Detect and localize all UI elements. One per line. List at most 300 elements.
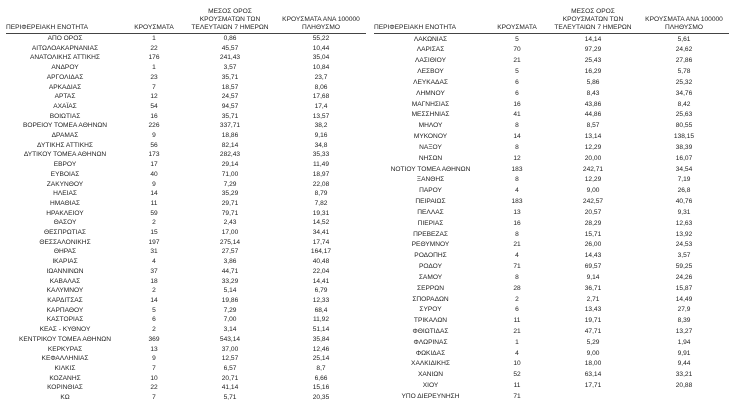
region-cell: ΠΕΙΡΑΙΩΣ — [415, 198, 446, 206]
per100k-cell: 8,79 — [314, 190, 328, 198]
table-row — [374, 88, 729, 99]
per100k-cell: 8,39 — [677, 317, 691, 325]
per100k-cell: 7,19 — [677, 176, 691, 184]
table-row — [374, 67, 729, 78]
region-header: ΠΕΡΙΦΕΡΕΙΑΚΗ ΕΝΟΤΗΤΑ — [374, 8, 487, 34]
cases-cell: 41 — [513, 111, 521, 119]
avg7-cell: 18,00 — [584, 360, 602, 368]
cases-cell: 8 — [515, 176, 519, 184]
cases-cell: 4 — [152, 258, 156, 266]
avg7-cell: 5,29 — [586, 338, 600, 346]
region-cell: ΚΕΑΣ - ΚΥΘΝΟΥ — [39, 326, 91, 334]
per100k-cell: 13,92 — [675, 230, 693, 238]
avg7-cell: 69,57 — [584, 263, 602, 271]
per100k-cell: 27,86 — [675, 57, 693, 65]
avg7-cell: 45,57 — [221, 44, 239, 52]
avg7-cell: 17,00 — [221, 229, 239, 237]
region-cell: ΛΑΣΙΘΙΟΥ — [415, 57, 446, 65]
cases-cell: 11 — [150, 199, 158, 207]
per100k-cell: 14,49 — [675, 295, 693, 303]
region-cell: ΑΝΑΤΟΛΙΚΗΣ ΑΤΤΙΚΗΣ — [30, 54, 100, 62]
avg7-cell: 3,14 — [223, 326, 237, 334]
region-cell: ΤΡΙΚΑΛΩΝ — [413, 317, 448, 325]
avg7-cell: 41,14 — [221, 384, 239, 392]
per100k-header-line1: ΚΡΟΥΣΜΑΤΑ ΑΝΑ 100000 — [282, 16, 360, 23]
cases-table-right — [374, 8, 729, 403]
per100k-header-line2: ΠΛΗΘΥΣΜΟ — [302, 24, 340, 31]
table-row — [374, 110, 729, 121]
per100k-cell: 16,07 — [675, 154, 693, 162]
avg7-cell: 0,86 — [223, 35, 237, 42]
cases-cell: 6 — [515, 78, 519, 86]
cases-cell: 71 — [513, 393, 521, 401]
region-cell: ΑΠΟ ΟΡΟΣ — [47, 35, 83, 42]
avg7-cell: 25,43 — [584, 57, 602, 65]
region-cell: ΖΑΚΥΝΘΟΥ — [46, 180, 84, 188]
cases-cell: 369 — [148, 335, 160, 343]
avg7-cell: 12,29 — [584, 176, 602, 184]
per100k-cell: 20,35 — [312, 394, 330, 402]
per100k-cell: 14,41 — [312, 277, 330, 285]
per100k-cell: 1,94 — [677, 338, 691, 346]
region-cell: ΚΩ — [60, 394, 70, 402]
table-row — [6, 189, 366, 199]
avg7-cell: 47,71 — [584, 327, 602, 335]
per100k-cell: 20,88 — [675, 382, 693, 390]
per100k-header — [639, 8, 729, 34]
cases-cell: 14 — [150, 190, 158, 198]
table-row — [374, 283, 729, 294]
per100k-cell: 26,8 — [677, 187, 691, 195]
region-cell: ΧΙΟΥ — [422, 382, 439, 390]
avg7-header — [547, 8, 639, 34]
avg7-cell: 9,14 — [586, 273, 600, 281]
region-cell: ΘΕΣΠΡΩΤΙΑΣ — [43, 229, 87, 237]
region-cell: ΡΟΔΟΠΗΣ — [414, 252, 447, 260]
cases-cell: 16 — [513, 100, 521, 108]
per100k-cell: 17,4 — [314, 102, 328, 110]
table-row — [6, 160, 366, 170]
table-row — [374, 153, 729, 164]
table-row — [6, 180, 366, 190]
table-row — [374, 56, 729, 67]
table-row — [374, 207, 729, 218]
region-cell: ΚΙΛΚΙΣ — [54, 364, 76, 372]
per100k-cell: 9,31 — [677, 208, 691, 216]
avg7-cell: 35,71 — [221, 73, 239, 81]
cases-cell: 5 — [515, 68, 519, 76]
region-cell: ΕΒΡΟΥ — [53, 161, 77, 169]
cases-cell: 7 — [152, 83, 156, 91]
region-cell: ΚΑΡΔΙΤΣΑΣ — [47, 296, 83, 304]
avg7-cell: 13,14 — [584, 133, 602, 141]
table-row — [374, 99, 729, 110]
table-row — [374, 316, 729, 327]
table-row — [374, 251, 729, 262]
per100k-cell: 35,84 — [312, 335, 330, 343]
per100k-cell: 8,7 — [316, 364, 326, 372]
per100k-cell: 27,9 — [677, 306, 691, 314]
table-row — [6, 218, 366, 228]
cases-cell: 5 — [515, 35, 519, 43]
region-cell: ΘΗΡΑΣ — [53, 248, 77, 256]
cases-cell: 22 — [150, 44, 158, 52]
cases-cell: 14 — [150, 296, 158, 304]
region-cell: ΥΠΟ ΔΙΕΡΕΥΝΗΣΗ — [401, 393, 460, 401]
table-row — [6, 315, 366, 325]
table-row — [6, 335, 366, 345]
region-cell: ΒΟΙΩΤΙΑΣ — [49, 112, 81, 120]
region-cell: ΣΕΡΡΩΝ — [417, 284, 444, 292]
per100k-cell: 7,82 — [314, 199, 328, 207]
avg7-cell: 36,71 — [584, 284, 602, 292]
table-row — [374, 142, 729, 153]
cases-cell: 1 — [515, 338, 519, 346]
cases-cell: 183 — [511, 198, 523, 206]
cases-cell: 9 — [152, 132, 156, 140]
avg7-cell: 35,71 — [221, 112, 239, 120]
region-cell: ΑΙΤΩΛΟΑΚΑΡΝΑΝΙΑΣ — [31, 44, 99, 52]
table-row — [374, 218, 729, 229]
per100k-cell — [639, 391, 729, 402]
table-row — [374, 348, 729, 359]
avg7-cell: 29,14 — [221, 161, 239, 169]
avg7-cell: 97,29 — [584, 46, 602, 54]
cases-cell: 7 — [152, 364, 156, 372]
table-row — [6, 325, 366, 335]
cases-cell: 16 — [150, 112, 158, 120]
per100k-cell: 34,8 — [314, 141, 328, 149]
table-row — [6, 383, 366, 393]
table-row — [374, 196, 729, 207]
avg7-header-line1: ΜΕΣΟΣ ΟΡΟΣ — [208, 8, 252, 15]
avg7-cell: 63,14 — [584, 371, 602, 379]
region-cell: ΚΑΛΥΜΝΟΥ — [46, 287, 84, 295]
per100k-cell: 5,61 — [677, 35, 691, 43]
cases-cell: 15 — [150, 229, 158, 237]
per100k-cell: 33,21 — [675, 371, 693, 379]
cases-cell: 54 — [150, 102, 158, 110]
cases-cell: 59 — [150, 209, 158, 217]
table-row — [6, 364, 366, 374]
avg7-cell: 82,14 — [221, 141, 239, 149]
avg7-cell: 8,57 — [586, 122, 600, 130]
table-row — [6, 44, 366, 54]
table-row — [6, 286, 366, 296]
cases-cell: 14 — [513, 133, 521, 141]
avg7-cell: 337,71 — [219, 122, 241, 130]
per100k-cell: 18,97 — [312, 170, 330, 178]
per100k-header — [276, 8, 366, 34]
per100k-cell: 35,04 — [312, 54, 330, 62]
cases-cell: 8 — [515, 143, 519, 151]
table-row — [6, 209, 366, 219]
per100k-cell: 34,76 — [675, 89, 693, 97]
per100k-cell: 8,42 — [677, 100, 691, 108]
per100k-cell: 19,31 — [312, 209, 330, 217]
table-row — [6, 34, 366, 44]
region-cell: ΛΗΜΝΟΥ — [416, 89, 445, 97]
region-cell: ΑΧΑΪΑΣ — [53, 102, 77, 110]
region-cell: ΚΟΡΙΝΘΙΑΣ — [47, 384, 83, 392]
cases-cell: 2 — [152, 287, 156, 295]
cases-cell: 71 — [513, 263, 521, 271]
cases-cell: 12 — [513, 154, 521, 162]
cases-table-left — [6, 8, 366, 403]
cases-cell: 226 — [148, 122, 160, 130]
region-cell: ΠΡΕΒΕΖΑΣ — [413, 230, 448, 238]
per100k-cell: 68,4 — [314, 306, 328, 314]
cases-cell: 13 — [150, 345, 158, 353]
avg7-cell: 12,29 — [584, 143, 602, 151]
cases-cell: 10 — [150, 374, 158, 382]
per100k-cell: 3,57 — [677, 252, 691, 260]
region-cell: ΘΕΣΣΑΛΟΝΙΚΗΣ — [39, 238, 91, 246]
cases-cell: 6 — [515, 306, 519, 314]
region-cell: ΦΛΩΡΙΝΑΣ — [413, 338, 448, 346]
per100k-cell: 12,33 — [312, 296, 330, 304]
per100k-cell: 23,7 — [314, 73, 328, 81]
avg7-cell: 12,57 — [221, 355, 239, 363]
region-cell: ΙΩΑΝΝΙΝΩΝ — [46, 267, 84, 275]
region-cell: ΚΕΦΑΛΛΗΝΙΑΣ — [41, 355, 89, 363]
per100k-header-line2: ΠΛΗΘΥΣΜΟ — [665, 24, 703, 31]
cases-cell: 8 — [515, 230, 519, 238]
per100k-cell: 13,27 — [675, 327, 693, 335]
cases-cell: 28 — [513, 284, 521, 292]
table-row — [374, 186, 729, 197]
region-cell: ΑΡΓΟΛΙΔΑΣ — [46, 73, 84, 81]
avg7-header-line2: ΚΡΟΥΣΜΑΤΩΝ ΤΩΝ — [562, 16, 624, 23]
region-cell: ΗΡΑΚΛΕΙΟΥ — [46, 209, 84, 217]
region-cell: ΠΑΡΟΥ — [419, 187, 442, 195]
region-cell: ΑΡΚΑΔΙΑΣ — [48, 83, 82, 91]
per100k-cell: 12,63 — [675, 219, 693, 227]
per100k-cell: 59,25 — [675, 263, 693, 271]
avg7-cell: 242,71 — [582, 165, 604, 173]
avg7-cell: 27,57 — [221, 248, 239, 256]
cases-cell: 40 — [150, 170, 158, 178]
per100k-cell: 38,2 — [314, 122, 328, 130]
region-cell: ΝΗΣΩΝ — [418, 154, 443, 162]
per100k-cell: 9,91 — [677, 349, 691, 357]
cases-cell: 12 — [150, 93, 158, 101]
region-cell: ΗΛΕΙΑΣ — [53, 190, 77, 198]
per100k-cell: 24,26 — [675, 273, 693, 281]
per100k-cell: 25,63 — [675, 111, 693, 119]
region-cell: ΛΕΣΒΟΥ — [417, 68, 444, 76]
avg7-cell: 3,86 — [223, 258, 237, 266]
cases-cell: 52 — [513, 371, 521, 379]
avg7-cell: 19,86 — [221, 296, 239, 304]
table-row — [374, 77, 729, 88]
avg7-cell: 3,57 — [223, 64, 237, 72]
region-cell: ΚΑΣΤΟΡΙΑΣ — [46, 316, 84, 324]
avg7-cell: 24,57 — [221, 93, 239, 101]
table-row — [6, 63, 366, 73]
region-cell: ΑΝΔΡΟΥ — [51, 64, 79, 72]
table-row — [374, 164, 729, 175]
per100k-cell: 12,46 — [312, 345, 330, 353]
region-cell: ΠΙΕΡΙΑΣ — [417, 219, 444, 227]
region-cell: ΔΥΤΙΚΟΥ ΤΟΜΕΑ ΑΘΗΝΩΝ — [23, 151, 107, 159]
avg7-cell: 79,71 — [221, 209, 239, 217]
avg7-cell: 7,00 — [223, 316, 237, 324]
per100k-cell: 11,49 — [312, 161, 329, 169]
avg7-header-line3: ΤΕΛΕΥΤΑΙΩΝ 7 ΗΜΕΡΩΝ — [554, 24, 632, 31]
region-cell: ΚΕΡΚΥΡΑΣ — [47, 345, 83, 353]
avg7-cell: 29,71 — [221, 199, 239, 207]
cases-cell: 16 — [513, 219, 521, 227]
table-row — [374, 305, 729, 316]
table-row — [6, 306, 366, 316]
cases-cell: 9 — [152, 355, 156, 363]
cases-cell: 176 — [148, 54, 160, 62]
avg7-cell: 14,14 — [584, 35, 602, 43]
region-cell: ΚΑΒΑΛΑΣ — [49, 277, 81, 285]
per100k-cell: 11,92 — [312, 316, 329, 324]
cases-cell: 1 — [152, 64, 156, 72]
per100k-cell: 25,14 — [312, 355, 330, 363]
table-row — [374, 370, 729, 381]
avg7-cell: 5,14 — [223, 287, 237, 295]
region-cell: ΡΕΘΥΜΝΟΥ — [411, 241, 450, 249]
table-row — [6, 102, 366, 112]
per100k-cell: 8,06 — [314, 83, 328, 91]
covid-cases-report — [6, 8, 729, 403]
per100k-cell: 40,76 — [675, 198, 693, 206]
per100k-cell: 6,66 — [314, 374, 328, 382]
region-cell: ΜΗΛΟΥ — [418, 122, 443, 130]
table-row — [374, 294, 729, 305]
region-cell: ΚΟΖΑΝΗΣ — [49, 374, 81, 382]
cases-cell: 183 — [511, 165, 523, 173]
avg7-cell: 5,86 — [586, 78, 600, 86]
region-cell: ΣΑΜΟΥ — [418, 273, 443, 281]
table-row — [374, 326, 729, 337]
table-row — [6, 141, 366, 151]
per100k-cell: 17,68 — [312, 93, 330, 101]
cases-cell: 8 — [515, 273, 519, 281]
per100k-cell: 15,16 — [312, 384, 330, 392]
cases-cell: 23 — [150, 73, 158, 81]
region-cell: ΛΑΚΩΝΙΑΣ — [413, 35, 448, 43]
cases-cell: 70 — [513, 46, 521, 54]
per100k-cell: 80,55 — [675, 122, 693, 130]
cases-cell: 9 — [152, 180, 156, 188]
region-cell: ΧΑΛΚΙΔΙΚΗΣ — [411, 360, 450, 368]
table-row — [6, 267, 366, 277]
region-cell: ΡΟΔΟΥ — [419, 263, 442, 271]
avg7-cell: 9,00 — [586, 349, 600, 357]
avg7-cell: 7,29 — [223, 180, 237, 188]
region-cell: ΝΑΞΟΥ — [419, 143, 442, 151]
table-row — [374, 121, 729, 132]
region-header: ΠΕΡΙΦΕΡΕΙΑΚΗ ΕΝΟΤΗΤΑ — [6, 8, 124, 34]
cases-cell: 10 — [513, 360, 521, 368]
cases-cell: 8 — [515, 122, 519, 130]
region-cell: ΜΕΣΣΗΝΙΑΣ — [411, 111, 450, 119]
avg7-cell: 43,86 — [584, 100, 602, 108]
avg7-cell: 2,43 — [223, 219, 237, 227]
per100k-cell: 138,15 — [673, 133, 695, 141]
table-row — [6, 73, 366, 83]
cases-header: ΚΡΟΥΣΜΑΤΑ — [487, 8, 547, 34]
table-row — [6, 92, 366, 102]
avg7-cell: 2,71 — [586, 295, 600, 303]
avg7-cell: 18,86 — [221, 132, 239, 140]
cases-header: ΚΡΟΥΣΜΑΤΑ — [124, 8, 184, 34]
cases-cell: 2 — [152, 219, 156, 227]
avg7-cell: 5,71 — [223, 394, 237, 402]
table-row — [374, 34, 729, 45]
avg7-cell: 16,29 — [584, 68, 602, 76]
cases-cell: 5 — [152, 306, 156, 314]
cases-cell: 56 — [150, 141, 158, 149]
region-cell: ΛΑΡΙΣΑΣ — [416, 46, 445, 54]
table-row — [374, 175, 729, 186]
avg7-cell: 33,29 — [221, 277, 239, 285]
per100k-cell: 25,32 — [675, 78, 693, 86]
cases-cell: 18 — [150, 277, 158, 285]
cases-cell: 37 — [150, 267, 158, 275]
region-cell: ΦΘΙΩΤΙΔΑΣ — [412, 327, 449, 335]
per100k-cell: 9,16 — [314, 132, 328, 140]
table-row — [6, 238, 366, 248]
table-row — [6, 345, 366, 355]
avg7-cell: 94,57 — [221, 102, 239, 110]
per100k-cell: 22,08 — [312, 180, 330, 188]
cases-cell: 6 — [152, 316, 156, 324]
avg7-cell: 28,29 — [584, 219, 602, 227]
cases-cell: 21 — [513, 57, 521, 65]
per100k-cell: 34,41 — [312, 229, 330, 237]
region-cell: ΦΩΚΙΔΑΣ — [415, 349, 446, 357]
per100k-cell: 24,62 — [675, 46, 693, 54]
table-row — [6, 121, 366, 131]
avg7-cell: 7,29 — [223, 306, 237, 314]
cases-cell: 4 — [515, 349, 519, 357]
table-row — [374, 261, 729, 272]
region-cell: ΣΠΟΡΑΔΩΝ — [412, 295, 449, 303]
avg7-cell: 26,00 — [584, 241, 602, 249]
region-cell: ΞΑΝΘΗΣ — [416, 176, 445, 184]
cases-cell: 197 — [148, 238, 160, 246]
table-row — [374, 240, 729, 251]
avg7-header-line2: ΚΡΟΥΣΜΑΤΩΝ ΤΩΝ — [199, 16, 261, 23]
table-row — [6, 393, 366, 403]
region-cell: ΜΑΓΝΗΣΙΑΣ — [411, 100, 450, 108]
avg7-cell: 13,43 — [584, 306, 602, 314]
region-cell: ΕΥΒΟΙΑΣ — [50, 170, 80, 178]
table-row — [374, 337, 729, 348]
per100k-header-line1: ΚΡΟΥΣΜΑΤΑ ΑΝΑ 100000 — [645, 16, 723, 23]
cases-cell: 22 — [150, 384, 158, 392]
per100k-cell: 17,74 — [312, 238, 330, 246]
table-row — [374, 272, 729, 283]
region-cell: ΘΑΣΟΥ — [53, 219, 77, 227]
avg7-cell: 20,71 — [221, 374, 239, 382]
per100k-cell: 15,87 — [675, 284, 693, 292]
region-cell: ΧΑΝΙΩΝ — [417, 371, 444, 379]
table-row — [6, 277, 366, 287]
region-cell: ΗΜΑΘΙΑΣ — [50, 199, 80, 207]
table-row — [6, 228, 366, 238]
region-cell: ΛΕΥΚΑΔΑΣ — [413, 78, 448, 86]
avg7-header — [184, 8, 276, 34]
avg7-header-line1: ΜΕΣΟΣ ΟΡΟΣ — [571, 8, 615, 15]
per100k-cell: 55,22 — [312, 35, 330, 42]
